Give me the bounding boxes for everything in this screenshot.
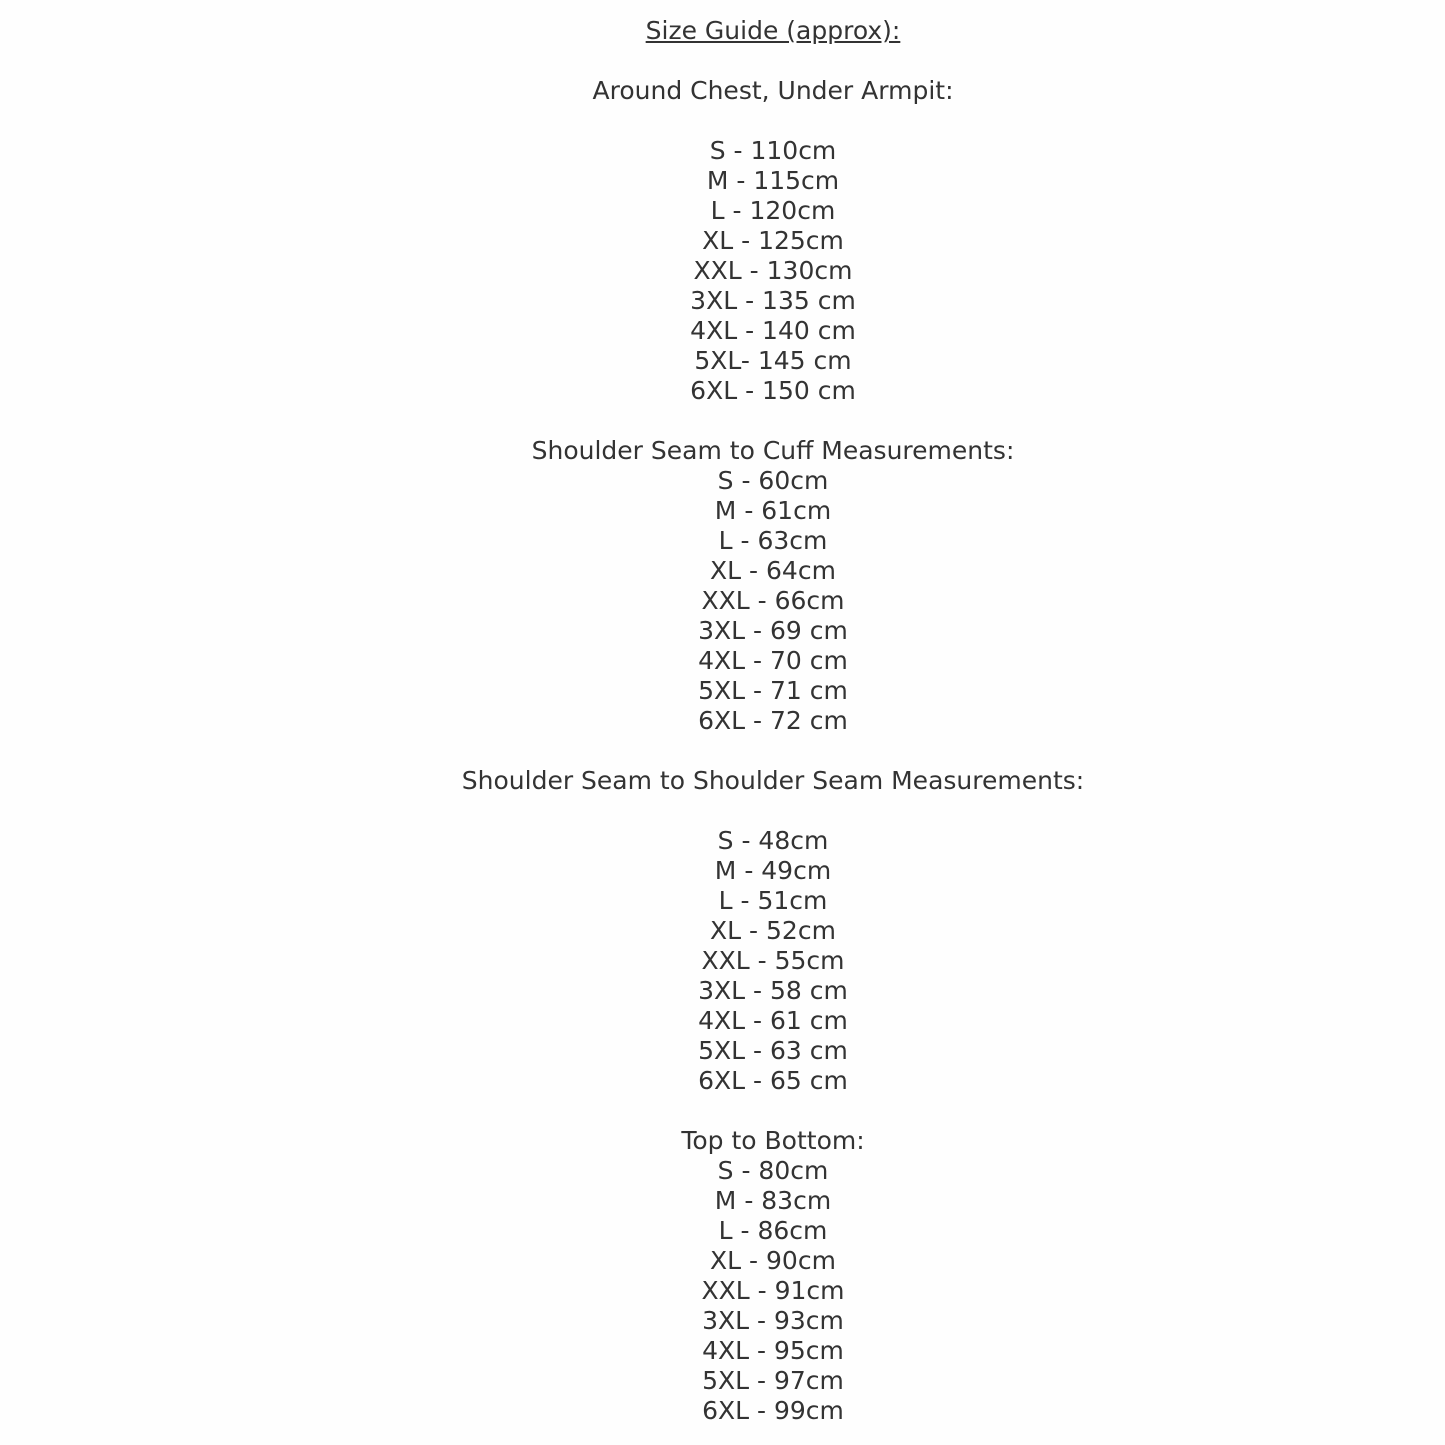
size-row: L - 120cm xyxy=(710,196,836,225)
size-row: XXL - 91cm xyxy=(701,1276,845,1305)
size-row: 6XL - 72 cm xyxy=(698,706,848,735)
size-row: 3XL - 93cm xyxy=(702,1306,844,1335)
size-row: 5XL - 97cm xyxy=(702,1366,844,1395)
size-row: S - 48cm xyxy=(717,826,829,855)
section-heading-top-to-bottom: Top to Bottom: xyxy=(681,1126,865,1155)
size-row: XL - 125cm xyxy=(702,226,844,255)
size-row: XL - 90cm xyxy=(710,1246,836,1275)
size-row: 4XL - 140 cm xyxy=(690,316,856,345)
size-row: M - 49cm xyxy=(714,856,832,885)
size-row: 5XL - 71 cm xyxy=(698,676,848,705)
size-row: L - 86cm xyxy=(718,1216,828,1245)
size-row: 5XL - 63 cm xyxy=(698,1036,848,1065)
size-row: XXL - 55cm xyxy=(701,946,845,975)
section-top-to-bottom xyxy=(101,1126,1445,1426)
size-row: L - 51cm xyxy=(718,886,828,915)
size-row: S - 110cm xyxy=(709,136,837,165)
size-row: XXL - 66cm xyxy=(701,586,845,615)
size-row: L - 63cm xyxy=(718,526,828,555)
size-row: M - 115cm xyxy=(706,166,840,195)
section-shoulder-to-cuff xyxy=(101,436,1445,736)
size-row: XXL - 130cm xyxy=(693,256,853,285)
section-around-chest xyxy=(101,76,1445,406)
section-shoulder-to-shoulder xyxy=(101,766,1445,1096)
size-row: 6XL - 150 cm xyxy=(690,376,856,405)
size-row: M - 61cm xyxy=(714,496,832,525)
size-row: 3XL - 58 cm xyxy=(698,976,848,1005)
section-heading-shoulder-to-cuff: Shoulder Seam to Cuff Measurements: xyxy=(531,436,1015,465)
size-row: M - 83cm xyxy=(714,1186,832,1215)
size-row: 4XL - 70 cm xyxy=(698,646,848,675)
size-row: 5XL- 145 cm xyxy=(694,346,852,375)
page-title: Size Guide (approx): xyxy=(645,16,901,45)
size-row: 6XL - 65 cm xyxy=(698,1066,848,1095)
size-row: S - 60cm xyxy=(717,466,829,495)
size-row: 4XL - 61 cm xyxy=(698,1006,848,1035)
size-row: S - 80cm xyxy=(717,1156,829,1185)
size-row: 3XL - 69 cm xyxy=(698,616,848,645)
section-heading-shoulder-to-shoulder: Shoulder Seam to Shoulder Seam Measurements: xyxy=(461,766,1085,795)
section-heading-around-chest: Around Chest, Under Armpit: xyxy=(592,76,954,105)
size-row: 4XL - 95cm xyxy=(702,1336,844,1365)
size-row: XL - 52cm xyxy=(710,916,836,945)
size-row: 3XL - 135 cm xyxy=(690,286,856,315)
size-row: XL - 64cm xyxy=(710,556,836,585)
size-row: 6XL - 99cm xyxy=(702,1396,844,1425)
